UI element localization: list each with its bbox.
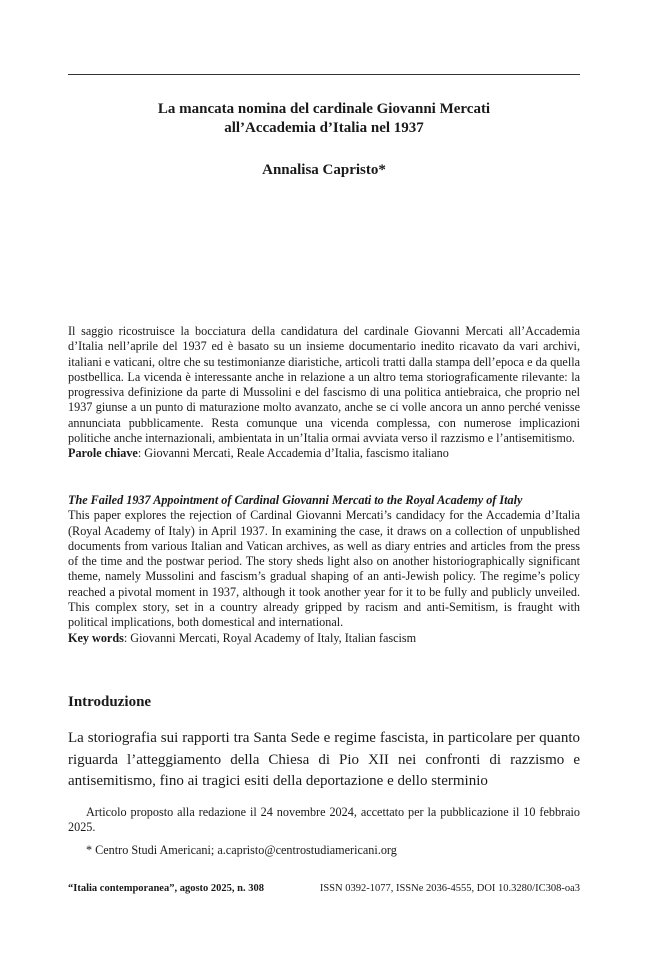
keywords-english-label: Key words: [68, 630, 124, 645]
footnote-submission: Articolo proposto alla redazione il 24 novembre 2024, accettato per la pubblicazione il 10 febbraio 2025.: [68, 805, 580, 835]
title-line-1: La mancata nomina del cardinale Giovanni Mercati: [157, 101, 491, 117]
english-title: The Failed 1937 Appointment of Cardinal Giovanni Mercati to the Royal Academy of Italy: [68, 493, 523, 507]
article-title: [68, 100, 580, 138]
header-rule: [68, 74, 580, 75]
keywords-english: : Giovanni Mercati, Royal Academy of Italy, Italian fascism: [123, 630, 417, 645]
journal-citation: “Italia contemporanea”, agosto 2025, n. 308: [68, 883, 264, 894]
abstract-italian-text: Il saggio ricostruisce la bocciatura della candidatura del cardinale Giovanni Mercati all’Accademia d’Italia nell’aprile del 1937 ed è basato su un insieme documentario inedito ricavato da vari archivi, italiani e vaticani, oltre che su testimonianze diaristiche, articoli tratti dalla stampa dell’epoca e da quella postbellica. La vicenda è interessante anche in relazione a un altro tema storiograficamente rilevante: la progressiva definizione da parte di Mussolini e del fascismo di una politica antiebraica, che proprio nel 1937 giunse a un punto di maturazione molto avanzato, anche se ci volle ancora un anno perché venisse annunciata pubblicamente. Resta comunque una vicenda complessa, con numerose implicazioni politiche anche internazionali, ambientata in un’Italia ormai avviata verso il razzismo e l’antisemitismo.: [68, 324, 580, 446]
intro-paragraph: La storiografia sui rapporti tra Santa Sede e regime fascista, in particolare per quanto riguarda l’atteggiamento della Chiesa di Pio XII nei confronti di razzismo e antisemitismo, fino ai tragici esiti della deportazione e dello sterminio: [68, 730, 580, 789]
abstract-italian: [68, 324, 580, 462]
abstract-english-text: This paper explores the rejection of Cardinal Giovanni Mercati’s candidacy for the Accademia d’Italia (Royal Academy of Italy) in April 1937. In examining the case, it draws on a collection of unpublished documents from various Italian and Vatican archives, as well as diary entries and articles from the press of the time and the postwar period. The story sheds light also on another historiographically significant theme, namely Mussolini and fascism’s gradual shaping of an anti-Jewish policy. The regime’s policy reached a pivotal moment in 1937, although it took another year for it to be fully and publicly unveiled. This complex story, set in a country already gripped by racism and anti-Semitism, is fraught with political implications, both domestical and international.: [68, 508, 580, 630]
author-name: Annalisa Capristo*: [262, 162, 386, 178]
abstract-english: [68, 493, 580, 646]
issn-doi: ISSN 0392-1077, ISSNe 2036-4555, DOI 10.3280/IC308-oa3: [319, 883, 580, 894]
title-line-2: all’Accademia d’Italia nel 1937: [224, 120, 424, 136]
keywords-italian-label: Parole chiave: [68, 446, 138, 461]
keywords-italian: : Giovanni Mercati, Reale Accademia d’Italia, fascismo italiano: [137, 446, 449, 461]
footnote-affiliation: * Centro Studi Americani; a.capristo@centrostudiamericani.org: [86, 843, 397, 857]
section-heading: Introduzione: [68, 694, 152, 710]
